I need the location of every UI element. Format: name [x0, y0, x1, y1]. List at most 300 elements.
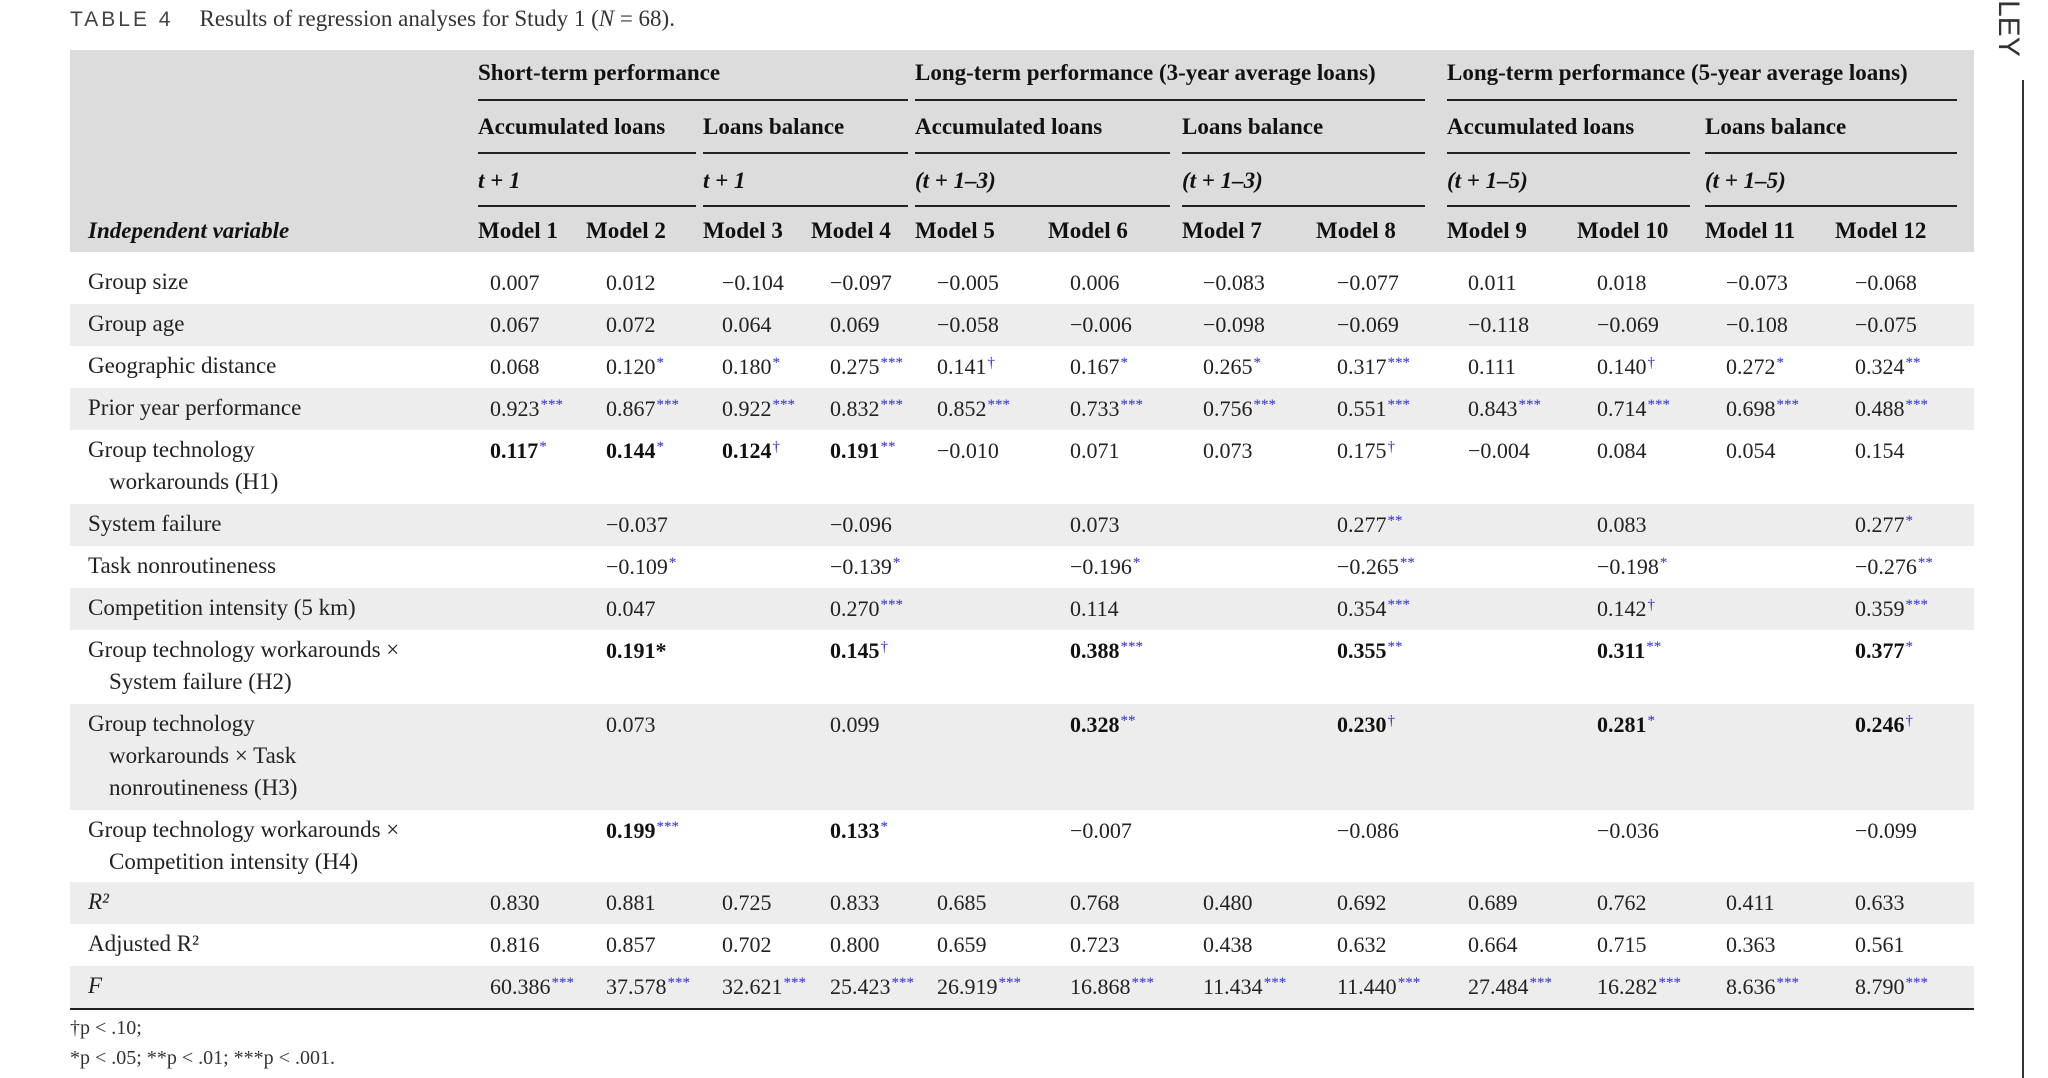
table-cell [1855, 712, 1913, 738]
table-cell [830, 932, 880, 958]
significance-marker: *** [540, 397, 563, 413]
row-label [88, 266, 188, 298]
table-cell [490, 270, 540, 296]
table-cell [1070, 312, 1132, 338]
table-cell [1337, 396, 1410, 422]
significance-marker: † [1905, 713, 1913, 729]
model-header: Model 12 [1835, 218, 1927, 243]
significance-marker: † [987, 355, 995, 371]
significance-marker: * [656, 355, 664, 371]
row-label-line: System failure [88, 511, 222, 536]
cell-value: 0.480 [1203, 890, 1253, 915]
row-label-line: F [88, 973, 103, 998]
table-cell [722, 974, 806, 1000]
subgroup-header: Loans balance [1182, 114, 1324, 139]
significance-marker: ** [1646, 639, 1662, 655]
cell-value: 0.816 [490, 932, 540, 957]
cell-value: 11.440 [1337, 974, 1397, 999]
table-cell [606, 312, 656, 338]
table-cell [1070, 354, 1128, 380]
model-header: Model 3 [703, 218, 783, 243]
cell-value: 0.388 [1070, 638, 1120, 663]
table-cell [1597, 596, 1655, 622]
significance-marker: *** [551, 975, 574, 991]
cell-value: 0.311 [1597, 638, 1646, 663]
table-cell [937, 312, 999, 338]
cell-value: 0.191 [830, 438, 880, 463]
significance-marker: ** [1387, 513, 1403, 529]
table-cell [937, 932, 987, 958]
table-cell [1070, 974, 1154, 1000]
significance-marker: † [1647, 597, 1655, 613]
table-cell [1726, 974, 1799, 1000]
table-cell [1855, 270, 1917, 296]
cell-value: 0.144 [606, 438, 656, 463]
significance-marker: *** [1776, 975, 1799, 991]
row-label-line: Group size [88, 269, 189, 294]
significance-marker: * [1905, 639, 1913, 655]
cell-value: 0.689 [1468, 890, 1518, 915]
cell-value: 0.832 [830, 396, 880, 421]
table-cell [1468, 270, 1517, 296]
table-cell [722, 890, 772, 916]
cell-value: 0.843 [1468, 396, 1518, 421]
row-label-line: Task nonroutineness [88, 553, 277, 578]
cell-value: 0.698 [1726, 396, 1776, 421]
significance-marker: *** [1647, 397, 1670, 413]
cell-value: −0.196 [1070, 554, 1132, 579]
row-label-line: Group age [88, 311, 185, 336]
table-cell [937, 890, 987, 916]
table-cell [830, 596, 903, 622]
table-cell [606, 270, 656, 296]
significance-marker: * [1120, 355, 1128, 371]
period-header-rule [478, 205, 696, 207]
caption-n-symbol: N [598, 6, 615, 31]
row-label-line: workarounds (H1) [109, 469, 279, 494]
row-stripe [70, 304, 1974, 346]
table-cell [1070, 554, 1140, 580]
table-cell [1203, 890, 1253, 916]
cell-value: 0.154 [1855, 438, 1905, 463]
cell-value: 0.488 [1855, 396, 1905, 421]
row-label [88, 434, 278, 498]
period-header: (t + 1–5) [1447, 168, 1528, 193]
cell-value: 0.117 [490, 438, 539, 463]
row-label-line: R² [88, 889, 109, 914]
cell-value: 8.790 [1855, 974, 1905, 999]
table-cell [722, 312, 772, 338]
row-stripe [70, 882, 1974, 924]
cell-value: 0.723 [1070, 932, 1120, 957]
table-cell [1597, 312, 1659, 338]
table-bottom-rule [70, 1008, 1974, 1010]
row-label-line: Geographic distance [88, 353, 277, 378]
table-cell [1337, 638, 1403, 664]
significance-marker: ** [1917, 555, 1933, 571]
cell-value: −0.069 [1597, 312, 1659, 337]
table-cell [1203, 312, 1265, 338]
cell-value: 0.064 [722, 312, 772, 337]
period-header-rule [915, 205, 1170, 207]
cell-value: 25.423 [830, 974, 891, 999]
significance-marker: *** [1776, 397, 1799, 413]
cell-value: 0.685 [937, 890, 987, 915]
cell-value: 0.317 [1337, 354, 1387, 379]
table-cell [830, 818, 888, 844]
significance-marker: *** [1397, 975, 1421, 991]
table-cell [1855, 890, 1905, 916]
subgroup-header-rule [1447, 152, 1690, 154]
cell-value: 0.277 [1337, 512, 1387, 537]
model-header: Model 11 [1705, 218, 1796, 243]
cell-value: 0.246 [1855, 712, 1905, 737]
cell-value: −0.077 [1337, 270, 1399, 295]
row-label-line: Competition intensity (H4) [109, 849, 359, 874]
significance-marker: * [892, 555, 901, 571]
cell-value: 0.715 [1597, 932, 1647, 957]
cell-value: 0.692 [1337, 890, 1387, 915]
table-cell [1855, 396, 1928, 422]
significance-marker: *** [656, 397, 679, 413]
significance-marker: *** [1518, 397, 1541, 413]
cell-value: 8.636 [1726, 974, 1776, 999]
cell-value: 0.633 [1855, 890, 1905, 915]
cell-value: 0.133 [830, 818, 880, 843]
table-cell [937, 438, 999, 464]
footnote: †p < .10; [70, 1017, 142, 1039]
row-label [88, 508, 222, 540]
cell-value: 0.733 [1070, 396, 1120, 421]
cell-value: −0.083 [1203, 270, 1265, 295]
table-cell [1726, 438, 1776, 464]
table-cell [490, 396, 563, 422]
cell-value: 0.830 [490, 890, 540, 915]
cell-value: 0.355 [1337, 638, 1387, 663]
cell-value: 0.167 [1070, 354, 1120, 379]
table-cell [1070, 396, 1143, 422]
cell-value: 0.073 [1070, 512, 1120, 537]
table-cell [606, 512, 668, 538]
table-cell [830, 438, 896, 464]
cell-value: 0.551 [1337, 396, 1387, 421]
cell-value: −0.075 [1855, 312, 1917, 337]
cell-value: 0.265 [1203, 354, 1253, 379]
cell-value: 0.281 [1597, 712, 1647, 737]
row-label-line: workarounds × Task [109, 743, 297, 768]
cell-value: 0.175 [1337, 438, 1387, 463]
cell-value: −0.104 [722, 270, 784, 295]
cell-value: 0.142 [1597, 596, 1647, 621]
significance-marker: *** [1905, 975, 1928, 991]
table-cell [1597, 438, 1647, 464]
table-cell [1855, 554, 1933, 580]
subgroup-header: Accumulated loans [1447, 114, 1635, 139]
cell-value: 0.354 [1337, 596, 1387, 621]
cell-value: −0.037 [606, 512, 668, 537]
row-label [88, 392, 301, 424]
cell-value: 0.714 [1597, 396, 1647, 421]
cell-value: 0.120 [606, 354, 656, 379]
table-cell [1726, 270, 1788, 296]
row-label-line: System failure (H2) [109, 669, 292, 694]
table-cell [490, 354, 540, 380]
table-cell [606, 354, 664, 380]
significance-marker: † [1387, 439, 1395, 455]
table-cell [1855, 312, 1917, 338]
cell-value: 0.438 [1203, 932, 1253, 957]
table-cell [830, 512, 892, 538]
table-cell [1855, 354, 1921, 380]
table-cell [1468, 974, 1552, 1000]
table-cell [1726, 932, 1776, 958]
row-label [88, 550, 276, 582]
table-cell [490, 438, 547, 464]
significance-marker: *** [1658, 975, 1681, 991]
group-header-rule [1447, 99, 1957, 101]
table-cell [606, 890, 656, 916]
cell-value: 0.071 [1070, 438, 1120, 463]
cell-value: 0.180 [722, 354, 772, 379]
significance-marker: * [1905, 513, 1913, 529]
table-cell [1597, 932, 1647, 958]
table-cell [1337, 890, 1387, 916]
significance-marker: *** [1131, 975, 1154, 991]
significance-marker: *** [1120, 397, 1143, 413]
cell-value: −0.010 [937, 438, 999, 463]
table-cell [1726, 890, 1775, 916]
row-label [88, 928, 199, 960]
significance-marker: * [1253, 355, 1261, 371]
cell-value: 0.073 [606, 712, 656, 737]
row-label-line: nonroutineness (H3) [109, 775, 298, 800]
period-header: (t + 1–5) [1705, 168, 1786, 193]
cell-value: 0.141 [937, 354, 987, 379]
table-cell [1070, 512, 1120, 538]
table-cell [1597, 890, 1647, 916]
caption-text-after: = 68). [614, 6, 675, 31]
cell-value: 0.007 [490, 270, 540, 295]
cell-value: 0.867 [606, 396, 656, 421]
cell-value: 0.768 [1070, 890, 1120, 915]
row-stripe [70, 504, 1974, 546]
cell-value: 0.833 [830, 890, 880, 915]
cell-value: −0.068 [1855, 270, 1917, 295]
period-header: t + 1 [703, 168, 746, 193]
table-cell [830, 974, 914, 1000]
table-cell [1203, 270, 1265, 296]
table-cell [1855, 638, 1913, 664]
significance-marker: *** [880, 355, 903, 371]
subgroup-header-rule [478, 152, 696, 154]
model-header: Model 5 [915, 218, 995, 243]
model-header: Model 10 [1577, 218, 1669, 243]
cell-value: 0.072 [606, 312, 656, 337]
cell-value: −0.276 [1855, 554, 1917, 579]
table-cell [1597, 638, 1661, 664]
cell-value: 0.762 [1597, 890, 1647, 915]
group-header: Long-term performance (3-year average loans) [915, 60, 1376, 85]
table-cell [1597, 554, 1667, 580]
significance-marker: * [1659, 555, 1668, 571]
cell-value: 16.282 [1597, 974, 1658, 999]
table-cell [1597, 354, 1655, 380]
table-cell [1203, 438, 1253, 464]
cell-value: −0.004 [1468, 438, 1530, 463]
table-cell [490, 932, 540, 958]
table-cell [1337, 712, 1395, 738]
table-label: TABLE 4 [70, 8, 174, 31]
significance-marker: *** [1387, 355, 1410, 371]
table-cell [1468, 312, 1529, 338]
significance-marker: † [1387, 713, 1395, 729]
significance-marker: ** [1387, 639, 1403, 655]
row-label-line: Group technology workarounds × [88, 817, 400, 842]
significance-marker: *** [667, 975, 690, 991]
group-header: Long-term performance (5-year average loans) [1447, 60, 1908, 85]
subgroup-header-rule [915, 152, 1170, 154]
cell-value: 0.054 [1726, 438, 1776, 463]
cell-value: −0.108 [1726, 312, 1788, 337]
table-cell [1855, 974, 1928, 1000]
table-cell [1468, 890, 1518, 916]
cell-value: 0.114 [1070, 596, 1119, 621]
cell-value: 37.578 [606, 974, 667, 999]
cell-value: 0.068 [490, 354, 540, 379]
table-cell [1597, 974, 1681, 1000]
table-cell [1203, 932, 1253, 958]
table-cell [1070, 638, 1143, 664]
row-label [88, 708, 297, 804]
cell-value: 0.725 [722, 890, 772, 915]
subgroup-header-rule [703, 152, 908, 154]
table-cell [1597, 396, 1670, 422]
significance-marker: ** [1120, 713, 1136, 729]
cell-value: 0.561 [1855, 932, 1905, 957]
table-cell [1337, 354, 1410, 380]
row-label-line: Group technology [88, 437, 255, 462]
table-cell [1726, 354, 1784, 380]
table-cell [1855, 596, 1928, 622]
table-cell [606, 596, 656, 622]
model-header: Model 7 [1182, 218, 1262, 243]
cell-value: 0.270 [830, 596, 880, 621]
table-cell [722, 396, 795, 422]
row-stripe [70, 388, 1974, 430]
journal-side-text: LEY [1992, 0, 2025, 57]
cell-value: 0.011 [1468, 270, 1517, 295]
significance-marker: *** [987, 397, 1010, 413]
table-cell [1203, 974, 1286, 1000]
model-header: Model 2 [586, 218, 666, 243]
row-label [88, 592, 356, 624]
table-cell [1337, 270, 1399, 296]
table-cell [1468, 932, 1518, 958]
table-cell [830, 638, 888, 664]
table-cell [490, 312, 540, 338]
cell-value: 0.230 [1337, 712, 1387, 737]
significance-marker: *** [1387, 597, 1410, 613]
group-header: Short-term performance [478, 60, 721, 85]
model-header: Model 1 [478, 218, 558, 243]
significance-marker: † [1647, 355, 1655, 371]
cell-value: −0.099 [1855, 818, 1917, 843]
subgroup-header: Accumulated loans [478, 114, 666, 139]
table-cell [606, 438, 664, 464]
significance-marker: * [1647, 713, 1655, 729]
table-cell [1337, 512, 1403, 538]
row-label-line: Competition intensity (5 km) [88, 595, 356, 620]
cell-value: 0.277 [1855, 512, 1905, 537]
significance-marker: * [668, 555, 677, 571]
subgroup-header: Loans balance [1705, 114, 1847, 139]
model-header: Model 4 [811, 218, 891, 243]
cell-value: 27.484 [1468, 974, 1529, 999]
cell-value: 0.073 [1203, 438, 1253, 463]
caption-text-before: Results of regression analyses for Study 1 ( [199, 6, 599, 31]
table-cell [1468, 354, 1516, 380]
cell-value: 0.328 [1070, 712, 1120, 737]
significance-marker: *** [772, 397, 795, 413]
table-cell [1070, 818, 1132, 844]
significance-marker: *** [891, 975, 914, 991]
significance-marker: * [772, 355, 780, 371]
table-cell [606, 974, 690, 1000]
cell-value: 0.659 [937, 932, 987, 957]
table-cell [1726, 396, 1799, 422]
table-cell [830, 890, 880, 916]
period-header: (t + 1–3) [1182, 168, 1263, 193]
table-cell [1337, 312, 1399, 338]
table-cell [490, 890, 540, 916]
table-cell [606, 396, 679, 422]
independent-variable-header: Independent variable [88, 218, 290, 243]
cell-value: −0.086 [1337, 818, 1399, 843]
table-cell [1468, 396, 1541, 422]
cell-value: −0.058 [937, 312, 999, 337]
table-cell [722, 354, 780, 380]
significance-marker: * [656, 439, 664, 455]
table-cell [1070, 270, 1120, 296]
cell-value: −0.096 [830, 512, 892, 537]
table-cell [1337, 438, 1395, 464]
row-label-line: Group technology [88, 711, 255, 736]
cell-value: 11.434 [1203, 974, 1263, 999]
row-label [88, 814, 399, 878]
side-rule [2022, 80, 2024, 1078]
significance-marker: * [1132, 555, 1141, 571]
cell-value: −0.036 [1597, 818, 1659, 843]
cell-value: 0.756 [1203, 396, 1253, 421]
significance-marker: *** [1253, 397, 1276, 413]
cell-value: −0.073 [1726, 270, 1788, 295]
cell-value: 0.272 [1726, 354, 1776, 379]
cell-value: −0.097 [830, 270, 892, 295]
period-header-rule [1705, 205, 1957, 207]
table-cell [1597, 712, 1655, 738]
table-cell [1337, 974, 1420, 1000]
period-header: (t + 1–3) [915, 168, 996, 193]
cell-value: 0.664 [1468, 932, 1518, 957]
cell-value: 0.363 [1726, 932, 1776, 957]
significance-marker: *** [998, 975, 1021, 991]
table-cell [1468, 438, 1530, 464]
table-cell [830, 270, 892, 296]
significance-marker: ** [1905, 355, 1921, 371]
cell-value: 0.047 [606, 596, 656, 621]
period-header-rule [703, 205, 908, 207]
table-cell [1337, 554, 1415, 580]
